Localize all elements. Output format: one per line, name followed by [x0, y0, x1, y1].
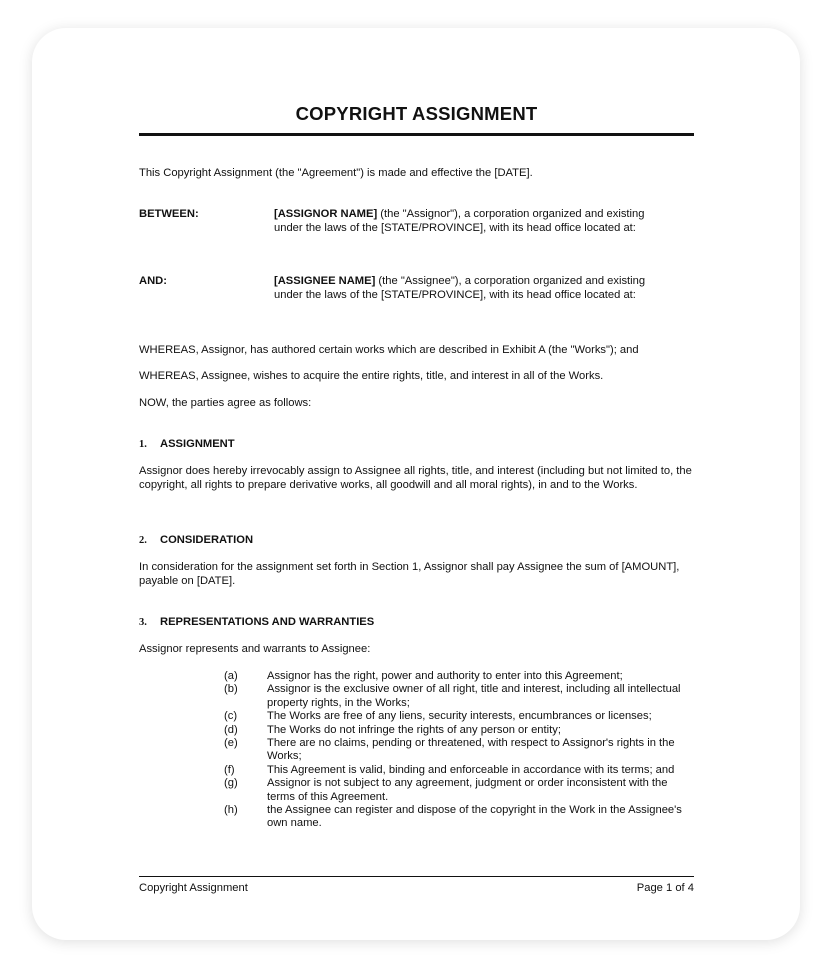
section-number: 3. [139, 617, 147, 628]
list-item [224, 764, 694, 777]
intro-paragraph: This Copyright Assignment (the "Agreement") is made and effective the [DATE]. [139, 167, 533, 179]
title-underline [139, 133, 694, 136]
list-marker: (a) [224, 670, 238, 682]
document-title: COPYRIGHT ASSIGNMENT [295, 103, 538, 124]
assignee-block [274, 275, 674, 302]
list-marker: (h) [224, 804, 238, 817]
section-title: REPRESENTATIONS AND WARRANTIES [160, 616, 375, 628]
section-title: CONSIDERATION [160, 534, 254, 546]
section-1-body: Assignor does hereby irrevocably assign to Assignee all rights, title, and interest (including but not limited to, the copyright, all rights to prepare derivative works, all goodwill and all moral rights), in and to the Works. [139, 465, 692, 491]
list-text: The Works are free of any liens, security interests, encumbrances or licenses; [267, 710, 652, 723]
list-text: The Works do not infringe the rights of any person or entity; [267, 723, 561, 736]
list-marker: (e) [224, 737, 238, 750]
list-text: Assignor is not subject to any agreement, judgment or order inconsistent with the terms of this Agreement. [267, 777, 668, 803]
list-marker: (c) [224, 710, 238, 723]
footer-document-name: Copyright Assignment [139, 882, 248, 894]
section-number: 2. [139, 535, 147, 546]
list-item [224, 683, 694, 710]
list-text: Assignor has the right, power and authority to enter into this Agreement; [267, 670, 623, 682]
footer-rule [139, 876, 694, 877]
warranties-list [224, 670, 694, 831]
section-number: 1. [139, 439, 147, 450]
list-item [224, 777, 694, 804]
section-3-body: Assignor represents and warrants to Assignee: [139, 643, 371, 655]
list-item [224, 804, 694, 831]
and-label: AND: [139, 275, 167, 287]
list-text: This Agreement is valid, binding and enforceable in accordance with its terms; and [267, 763, 675, 776]
list-marker: (b) [224, 683, 238, 696]
assignor-block [274, 208, 674, 235]
assignee-name: [ASSIGNEE NAME] [274, 275, 376, 287]
list-item [224, 724, 694, 737]
assignor-name: [ASSIGNOR NAME] [274, 208, 378, 220]
list-text: the Assignee can register and dispose of the copyright in the Work in the Assignee's own name. [267, 804, 682, 830]
section-2-body: In consideration for the assignment set forth in Section 1, Assignor shall pay Assignee the sum of [AMOUNT], payable on [DATE]. [139, 561, 680, 587]
now-clause: NOW, the parties agree as follows: [139, 397, 312, 409]
list-item [224, 670, 694, 683]
list-item [224, 737, 694, 764]
section-1-heading [139, 438, 235, 450]
section-title: ASSIGNMENT [160, 438, 235, 450]
list-text: There are no claims, pending or threatened, with respect to Assignor's rights in the Works; [267, 737, 675, 763]
list-marker: (g) [224, 777, 238, 790]
list-marker: (d) [224, 723, 238, 736]
list-text: Assignor is the exclusive owner of all right, title and interest, including all intellectual property rights, in the Works; [267, 683, 681, 709]
assignee-details: (the "Assignee"), a corporation organized and existing under the laws of the [STATE/PROVINCE], with its head office located at: [274, 275, 646, 301]
section-2-heading [139, 534, 253, 546]
whereas-assignor: WHEREAS, Assignor, has authored certain works which are described in Exhibit A (the "Works"); and [139, 344, 639, 356]
whereas-assignee: WHEREAS, Assignee, wishes to acquire the entire rights, title, and interest in all of the Works. [139, 370, 604, 382]
list-marker: (f) [224, 763, 235, 776]
footer-page-number: Page 1 of 4 [636, 882, 694, 894]
document-card [32, 28, 800, 940]
section-3-heading [139, 616, 374, 628]
between-label: BETWEEN: [139, 208, 199, 220]
assignor-details: (the "Assignor"), a corporation organized and existing under the laws of the [STATE/PROVINCE], with its head office located at: [274, 208, 645, 234]
list-item [224, 710, 694, 723]
